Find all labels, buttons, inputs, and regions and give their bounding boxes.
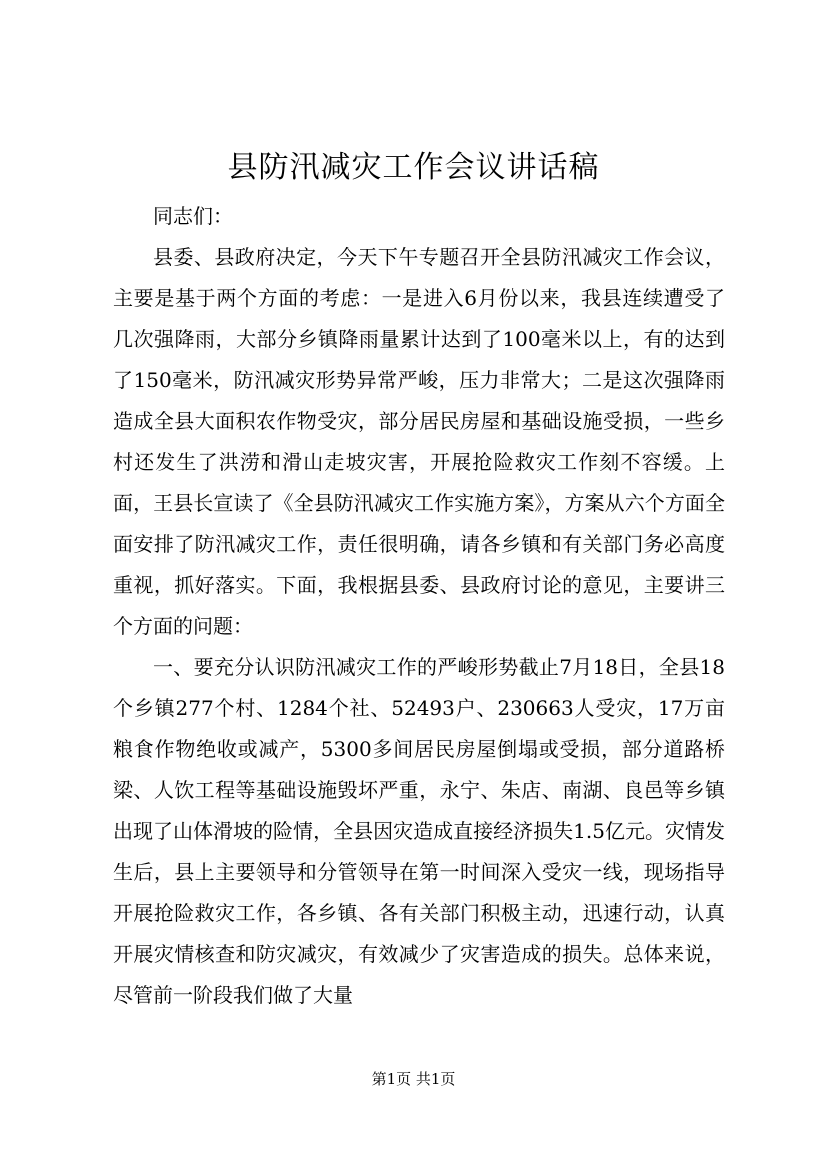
document-title: 县防汛减灾工作会议讲话稿 [227, 150, 600, 185]
paragraph-1: 县委、县政府决定，今天下午专题召开全县防汛减灾工作会议，主要是基于两个方面的考虑：一是进入6月份以来，我县连续遭受了几次强降雨，大部分乡镇降雨量累计达到了100毫米以上，有的达到了150毫米，防汛减灾形势异常严峻，压力非常大；二是这次强降雨造成全县大面积农作物受灾，部分居民房屋和基础设施受损，一些乡村还发生了洪涝和滑山走坡灾害，开展抢险救灾工作刻不容缓。上面，王县长宣读了《全县防汛减灾工作实施方案》，方案从六个方面全面安排了防汛减灾工作，责任很明确，请各乡镇和有关部门务必高度重视，抓好落实。下面，我根据县委、县政府讨论的意见，主要讲三个方面的问题： [113, 245, 725, 638]
page-footer: 第1页 共1页 [371, 1070, 456, 1088]
paragraph-2: 一、要充分认识防汛减灾工作的严峻形势截止7月18日，全县18个乡镇277个村、1284个社、52493户、230663人受灾，17万亩粮食作物绝收或减产，5300多间居民房屋倒塌或受损，部分道路桥梁、人饮工程等基础设施毁坏严重，永宁、朱店、南湖、良邑等乡镇出现了山体滑坡的险情，全县因灾造成直接经济损失1.5亿元。灾情发生后，县上主要领导和分管领导在第一时间深入受灾一线，现场指导开展抢险救灾工作，各乡镇、各有关部门积极主动，迅速行动，认真开展灾情核查和防灾减灾，有效减少了灾害造成的损失。总体来说，尽管前一阶段我们做了大量 [113, 655, 725, 1007]
document-body [113, 196, 725, 1016]
greeting: 同志们： [153, 204, 233, 228]
